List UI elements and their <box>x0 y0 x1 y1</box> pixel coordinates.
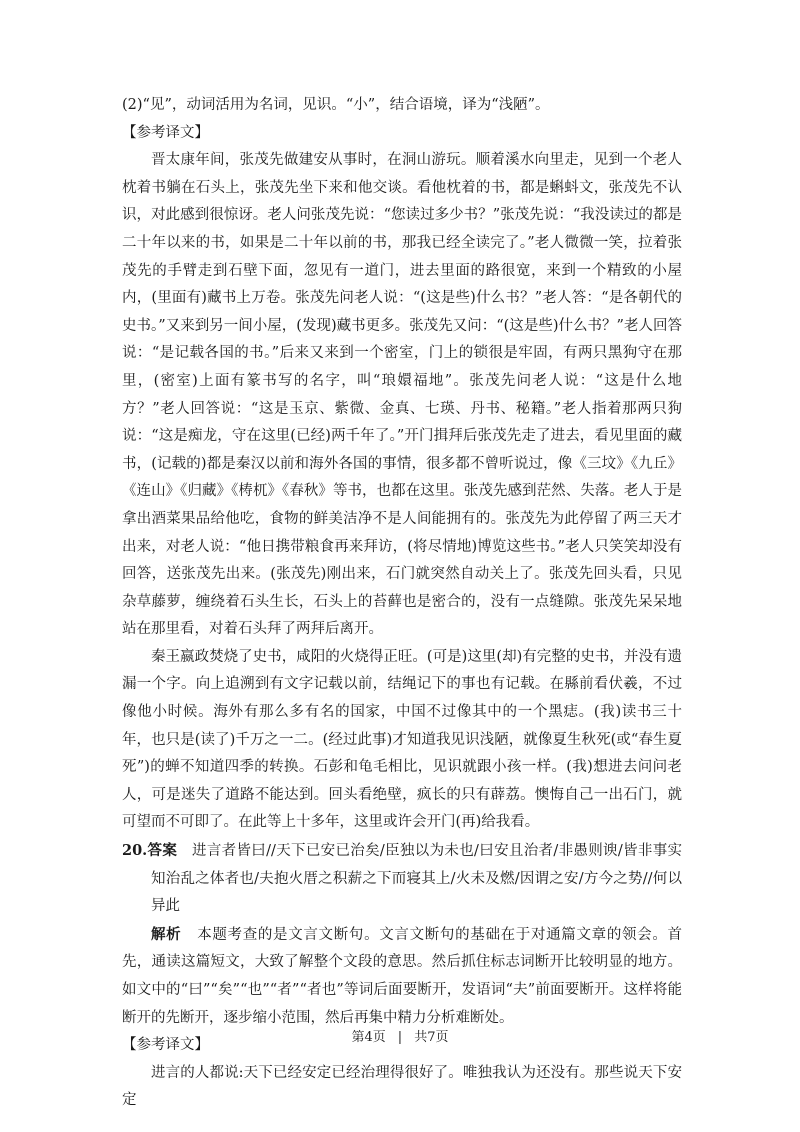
translation-paragraph: 进言的人都说:天下已经安定已经治理得很好了。唯独我认为还没有。那些说天下安定 <box>122 1064 682 1109</box>
reference-heading: 【参考译文】 <box>122 1037 209 1054</box>
translation-paragraph: 晋太康年间，张茂先做建安从事时，在洞山游玩。顺着溪水向里走，见到一个老人枕着书躺在石头上，张茂先坐下来和他交谈。看他枕着的书，都是蝌蚪文，张茂先不认识，对此感到很惊讶。老人问张茂先说：“您读过多少书？”张茂先说：“我没读过的都是二十年以来的书，如果是二十年以前的书，那我已经全读完了。”老人微微一笑，拉着张茂先的手臂走到石壁下面，忽见有一道门，进去里面的路很宽，来到一个精致的小屋内，(里面有)藏书上万卷。张茂先问老人说：“(这是些)什么书？”老人答：“是各朝代的史书。”又来到另一间小屋，(发现)藏书更多。张茂先又问：“(这是些)什么书？”老人回答说：“是记载各国的书。”后来又来到一个密室，门上的锁很是牢固，有两只黑狗守在那里，(密室)上面有篆书写的名字，叫“琅嬛福地”。张茂先问老人说：“这是什么地方？”老人回答说：“这是玉京、紫微、金真、七瑛、丹书、秘籍。”老人指着那两只狗说：“这是痴龙，守在这里(已经)两千年了。”开门揖拜后张茂先走了进去，看见里面的藏书，(记载的)都是秦汉以前和海外各国的事情，很多都不曾听说过，像《三坟》《九丘》《连山》《归藏》《梼杌》《春秋》等书，也都在这里。张茂先感到茫然、失落。老人于是拿出酒菜果品给他吃，食物的鲜美洁净不是人间能拥有的。张茂先为此停留了两三天才出来，对老人说：“他日携带粮食再来拜访，(将尽情地)博览这些书。”老人只笑笑却没有回答，送张茂先出来。(张茂先)刚出来，石门就突然自动关上了。张茂先回头看，只见杂草藤萝，缠绕着石头生长，石头上的苔藓也是密合的，没有一点缝隙。张茂先呆呆地站在那里看，对着石头拜了两拜后离开。 <box>122 152 682 638</box>
reference-heading: 【参考译文】 <box>122 124 209 141</box>
answer-text: 进言者皆曰//天下已安已治矣/臣独以为未也/曰安且治者/非愚则谀/皆非事实知治乱之体者也/夫抱火厝之积薪之下而寝其上/火未及燃/因谓之安/方今之势//何以异此 <box>151 843 683 915</box>
answer-label: 答案 <box>147 842 178 860</box>
analysis-block <box>122 921 682 1032</box>
answer-block <box>122 837 682 921</box>
page-footer <box>0 1026 800 1045</box>
page-number-current: 第4页 <box>351 1030 386 1045</box>
footer-separator: | <box>397 1030 403 1045</box>
page-number-total: 共7页 <box>414 1030 449 1045</box>
question-number: 20. <box>122 842 148 860</box>
analysis-text: 本题考查的是文言文断句。文言文断句的基础在于对通篇文章的领会。首先，通读这篇短文，大致了解整个文段的意思。然后抓住标志词断开比较明显的地方。如文中的“曰”“矣”“也”“者”“者也”等词后面要断开，发语词“夫”前面要断开。这样将能断开的先断开，逐步缩小范围，然后再集中精力分析难断处。 <box>122 926 682 1026</box>
analysis-label: 解析 <box>151 925 182 943</box>
document-body <box>122 92 682 1115</box>
translation-paragraph: 秦王嬴政焚烧了史书，咸阳的火烧得正旺。(可是)这里(却)有完整的史书，并没有遗漏一个字。向上追溯到有文字记载以前，结绳记下的事也有记载。在縣前看伏羲，不过像他小时候。海外有那么多有名的国家，中国不过像其中的一个黑痣。(我)读书三十年，也只是(读了)千万之一二。(经过此事)才知道我见识浅陋，就像夏生秋死(或“春生夏死”)的蝉不知道四季的转换。石彭和龟毛相比，见识就跟小孩一样。(我)想进去问问老人，可是迷失了道路不能达到。回头看绝壁，疯长的只有薜荔。懊悔自己一出石门，就可望而不可即了。在此等上十多年，这里或许会开门(再)给我看。 <box>122 648 682 831</box>
note-line: (2)“见”，动词活用为名词，见识。“小”，结合语境，译为“浅陋”。 <box>122 97 550 113</box>
